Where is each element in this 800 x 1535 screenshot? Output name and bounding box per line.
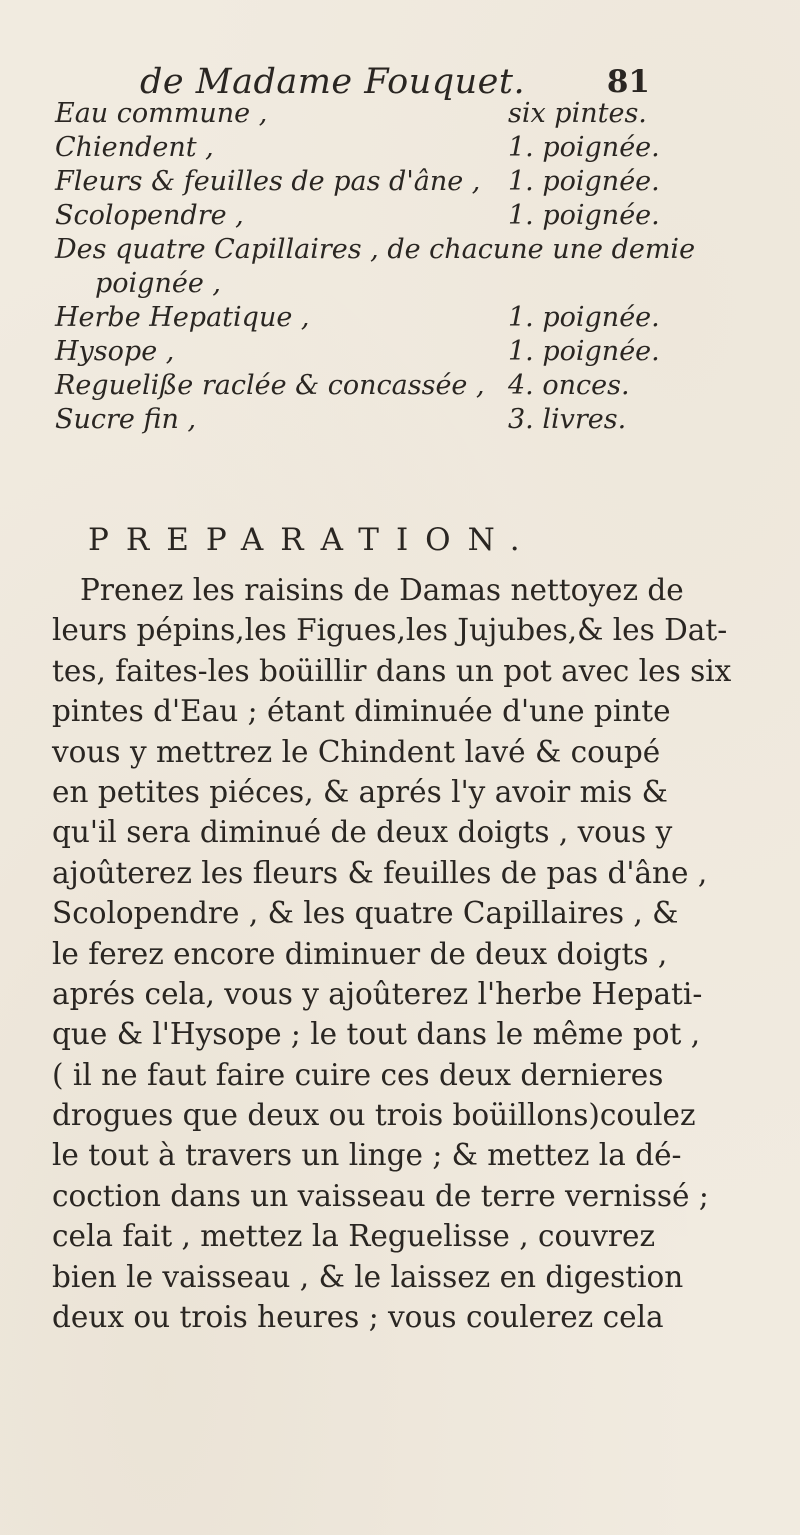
text-line: tes, faites-les boüillir dans un pot avec les six: [52, 653, 732, 688]
text-line: bien le vaisseau , & le laissez en digestion: [52, 1259, 684, 1294]
ingredient-name: Fleurs & feuilles de pas d'âne ,: [55, 166, 481, 197]
text-line: qu'il sera diminué de deux doigts , vous y: [52, 815, 673, 850]
text-line: Scolopendre , & les quatre Capillaires , &: [52, 896, 679, 931]
text-line: le ferez encore diminuer de deux doigts ,: [52, 936, 668, 971]
text-line: vous y mettrez le Chindent lavé & coupé: [52, 734, 661, 769]
text-line: leurs pépins,les Figues,les Jujubes,& les Dat-: [52, 613, 728, 648]
ingredient-row: [55, 98, 755, 132]
ingredient-row: [55, 404, 755, 438]
text-line: cela fait , mettez la Reguelisse , couvrez: [52, 1219, 656, 1254]
page-header: [120, 62, 650, 102]
ingredient-name: Scolopendre ,: [55, 200, 244, 231]
text-line: en petites piéces, & aprés l'y avoir mis &: [52, 774, 668, 809]
ingredient-name: Herbe Hepatique ,: [55, 302, 310, 333]
ingredient-row: [55, 234, 755, 268]
ingredient-name: Hysope ,: [55, 336, 175, 367]
text-line: drogues que deux ou trois boüillons)coulez: [52, 1098, 696, 1133]
ingredient-row: [55, 370, 755, 404]
running-title: de Madame Fouquet.: [140, 62, 526, 102]
text-line: que & l'Hysope ; le tout dans le même pot ,: [52, 1017, 701, 1052]
ingredient-name: Eau commune ,: [55, 98, 268, 129]
text-line: ( il ne faut faire cuire ces deux dernieres: [52, 1057, 664, 1092]
text-line: pintes d'Eau ; étant diminuée d'une pinte: [52, 694, 671, 729]
ingredient-row: [55, 302, 755, 336]
ingredient-name: Sucre fin ,: [55, 404, 197, 435]
ingredient-quantity: 1. poignée.: [508, 302, 660, 333]
ingredient-quantity: 1. poignée.: [508, 336, 660, 367]
ingredient-row: [55, 132, 755, 166]
ingredient-name: Chiendent ,: [55, 132, 214, 163]
ingredient-quantity: 1. poignée.: [508, 132, 660, 163]
ingredient-list: [55, 98, 755, 438]
ingredient-row: [55, 166, 755, 200]
ingredient-name: poignée ,: [95, 268, 221, 299]
text-line: Prenez les raisins de Damas nettoyez de: [80, 573, 684, 607]
ingredient-row: [55, 268, 755, 302]
ingredient-name: Regueliße raclée & concassée ,: [55, 370, 485, 401]
ingredient-row: [55, 336, 755, 370]
text-line: aprés cela, vous y ajoûterez l'herbe Hepati-: [52, 976, 703, 1011]
ingredient-quantity: 4. onces.: [508, 370, 630, 401]
ingredient-quantity: 1. poignée.: [508, 166, 660, 197]
preparation-text: [52, 570, 767, 1337]
text-line: ajoûterez les fleurs & feuilles de pas d'âne ,: [52, 855, 708, 890]
ingredient-quantity: six pintes.: [508, 98, 647, 129]
ingredient-name: Des quatre Capillaires , de chacune une demie: [55, 234, 696, 265]
text-line: le tout à travers un linge ; & mettez la dé-: [52, 1138, 682, 1173]
text-line: coction dans un vaisseau de terre vernissé ;: [52, 1178, 709, 1213]
ingredient-row: [55, 200, 755, 234]
page-number: 81: [606, 64, 650, 100]
ingredient-quantity: 1. poignée.: [508, 200, 660, 231]
text-line: deux ou trois heures ; vous coulerez cela: [52, 1300, 664, 1335]
ingredient-quantity: 3. livres.: [508, 404, 627, 435]
preparation-heading: PREPARATION.: [88, 522, 537, 558]
